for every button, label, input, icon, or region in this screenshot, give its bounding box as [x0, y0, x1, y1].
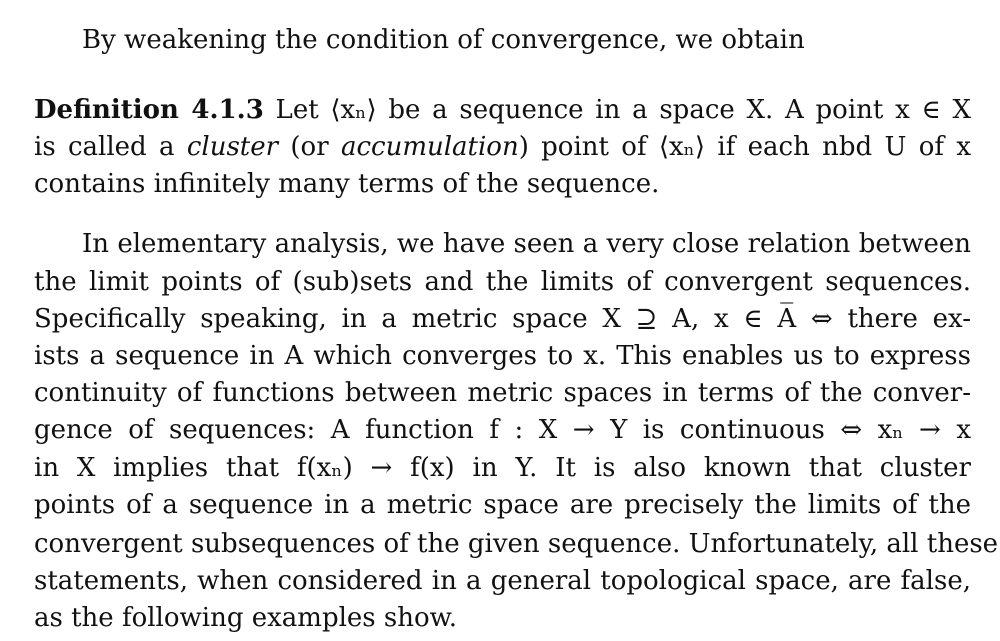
intro-sentence: By weakening the condition of convergence, we obtain: [82, 25, 805, 55]
definition-term-accumulation: accumulation: [340, 132, 519, 162]
paragraph-line-6: gence of sequences: A function f : X → Y is continuous ⇔ xₙ → x: [34, 415, 971, 445]
paragraph-line-11: as the following examples show.: [34, 603, 458, 633]
paragraph-line-2: the limit points of (sub)sets and the limits of convergent sequences.: [34, 267, 971, 297]
paragraph-line-4: ists a sequence in A which converges to x. This enables us to express: [34, 341, 971, 371]
definition-line-2-part-a: is called a: [34, 132, 187, 162]
definition-line-3: contains infinitely many terms of the sequence.: [34, 169, 660, 199]
paragraph-line-5: continuity of functions between metric spaces in terms of the conver-: [34, 378, 971, 408]
definition-label: Definition 4.1.3: [34, 95, 264, 125]
definition-line-2-part-b: (or: [278, 132, 341, 162]
definition-line-1: [34, 92, 971, 128]
definition-line-1-text: Let ⟨xₙ⟩ be a sequence in a space X. A point x ∈ X: [263, 95, 971, 125]
definition-term-cluster: cluster: [186, 132, 279, 162]
paragraph-line-8: points of a sequence in a metric space are precisely the limits of the: [34, 490, 971, 520]
paragraph-line-3: Specifically speaking, in a metric space X ⊇ A, x ∈ A̅ ⇔ there ex-: [34, 304, 971, 334]
paragraph-line-7: in X implies that f(xₙ) → f(x) in Y. It is also known that cluster: [34, 453, 971, 483]
paragraph-line-9: convergent subsequences of the given sequence. Unfortunately, all these: [34, 529, 999, 559]
paragraph-line-1: In elementary analysis, we have seen a very close relation between: [82, 229, 971, 259]
paragraph-line-10: statements, when considered in a general topological space, are false,: [34, 566, 971, 596]
definition-line-2: [34, 129, 971, 165]
definition-line-2-part-c: ) point of ⟨xₙ⟩ if each nbd U of x: [518, 132, 971, 162]
